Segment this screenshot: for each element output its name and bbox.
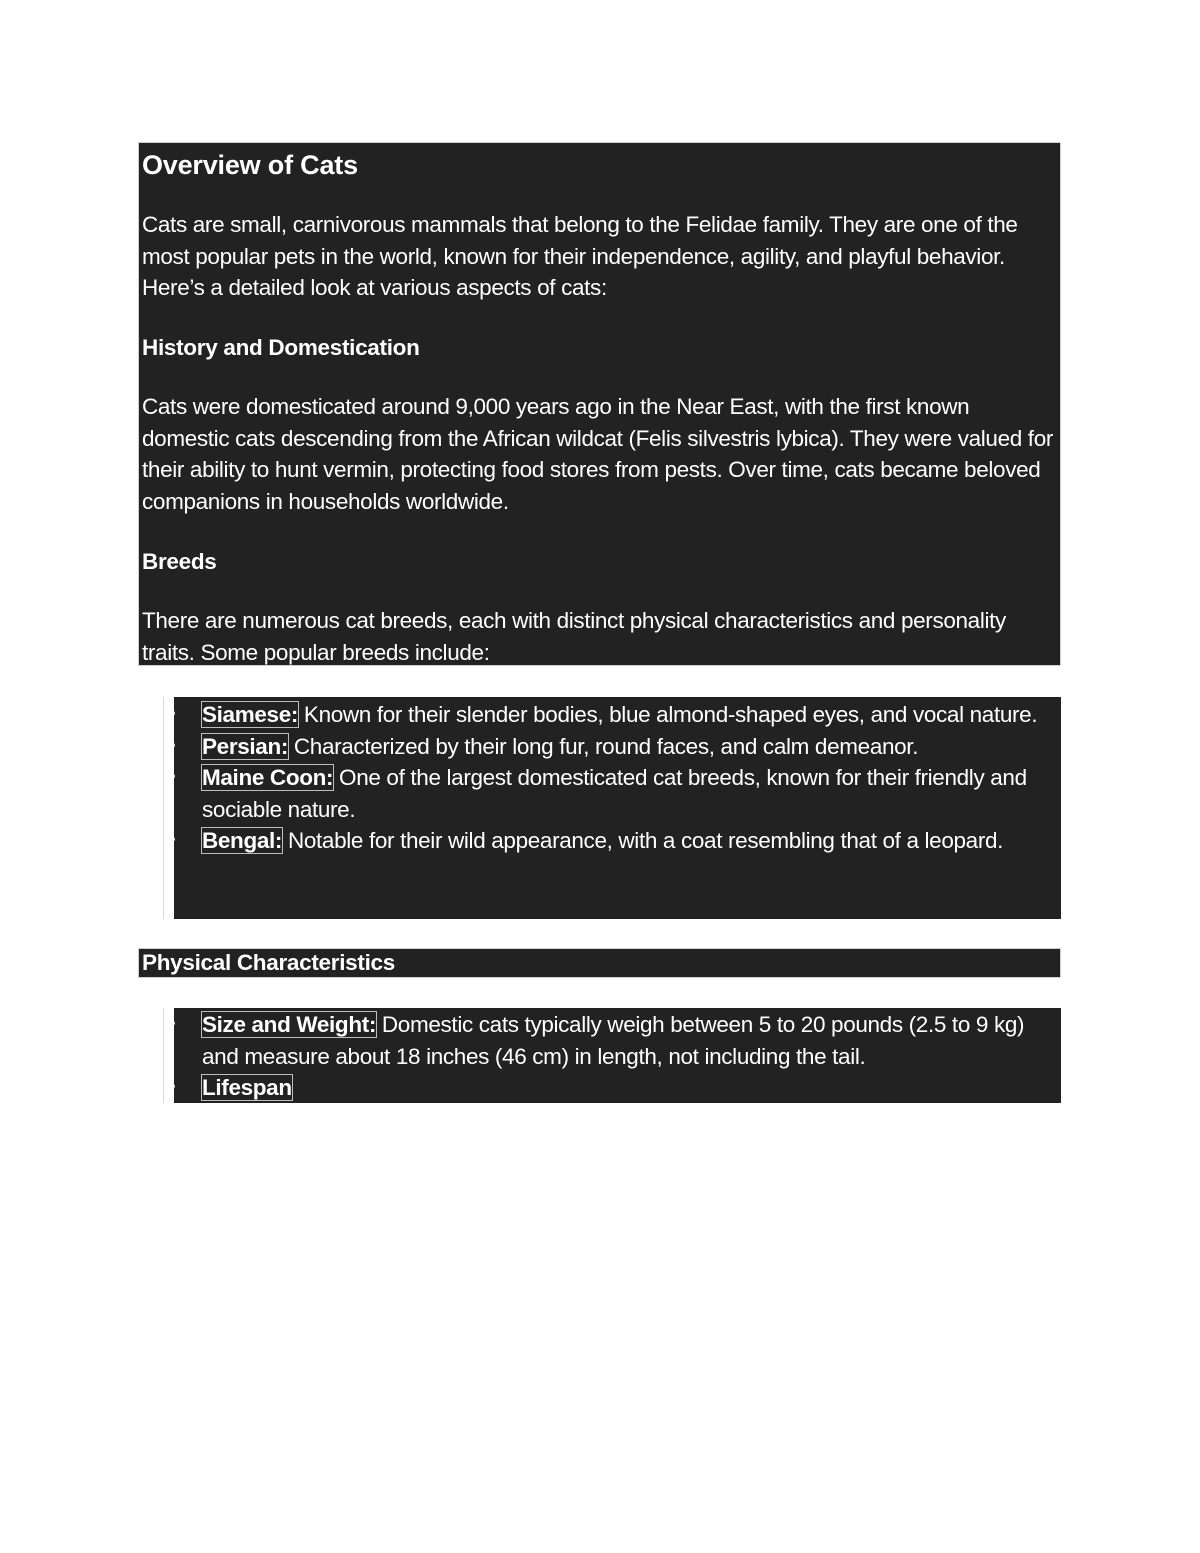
bullet-icon: • (168, 1013, 176, 1035)
breed-description: Notable for their wild appearance, with a coat resembling that of a leopard. (282, 828, 1004, 853)
bullet-icon: • (168, 829, 176, 851)
list-item (164, 731, 1061, 763)
history-paragraph: Cats were domesticated around 9,000 years ago in the Near East, with the first known domestic cats descending from the African wildcat (Felis silvestris lybica). They were valued for their ability to hunt vermin, protecting food stores from pests. Over time, cats became beloved companions in households worldwide. (142, 394, 1054, 514)
list-item (164, 825, 1061, 857)
intro-paragraph: Cats are small, carnivorous mammals that belong to the Felidae family. They are one of the most popular pets in the world, known for their independence, agility, and playful behavior. Here’s a detailed look at various aspects of cats: (142, 212, 1018, 300)
breeds-paragraph: There are numerous cat breeds, each with distinct physical characteristics and personality traits. Some popular breeds include: (142, 608, 1006, 665)
breed-description: Known for their slender bodies, blue almond-shaped eyes, and vocal nature. (298, 702, 1038, 727)
bullet-icon: • (168, 734, 176, 757)
history-heading: History and Domestication (142, 335, 420, 360)
breed-term: Maine Coon: (202, 765, 334, 790)
physical-heading-bar (138, 948, 1061, 978)
breeds-bullet-list (164, 699, 1061, 857)
physical-term: Lifespan (202, 1075, 292, 1100)
physical-list (163, 1008, 1061, 1103)
breed-description: One of the largest domesticated cat breeds, known for their friendly and sociable nature. (202, 765, 1027, 822)
list-item (164, 699, 1061, 731)
physical-bullet-list (164, 1009, 1061, 1104)
bullet-icon: • (168, 766, 176, 788)
list-item (164, 1072, 1061, 1104)
breed-term: Bengal: (202, 828, 283, 853)
breeds-heading: Breeds (142, 549, 217, 574)
breed-term: Siamese: (202, 702, 299, 727)
intro-section (138, 142, 1061, 666)
physical-term: Size and Weight: (202, 1012, 376, 1037)
bullet-icon: • (168, 1076, 176, 1098)
breeds-list (163, 697, 1061, 919)
list-item (164, 1009, 1061, 1072)
physical-heading: Physical Characteristics (142, 950, 395, 975)
bullet-icon: • (168, 703, 176, 725)
breed-description: Characterized by their long fur, round faces, and calm demeanor. (288, 733, 919, 759)
physical-description: Domestic cats typically weigh between 5 to 20 pounds (2.5 to 9 kg) and measure about 18 inches (46 cm) in length, not including the tail. (202, 1012, 1025, 1069)
list-item (164, 762, 1061, 825)
breed-term: Persian: (202, 733, 288, 759)
document-title: Overview of Cats (142, 150, 358, 180)
